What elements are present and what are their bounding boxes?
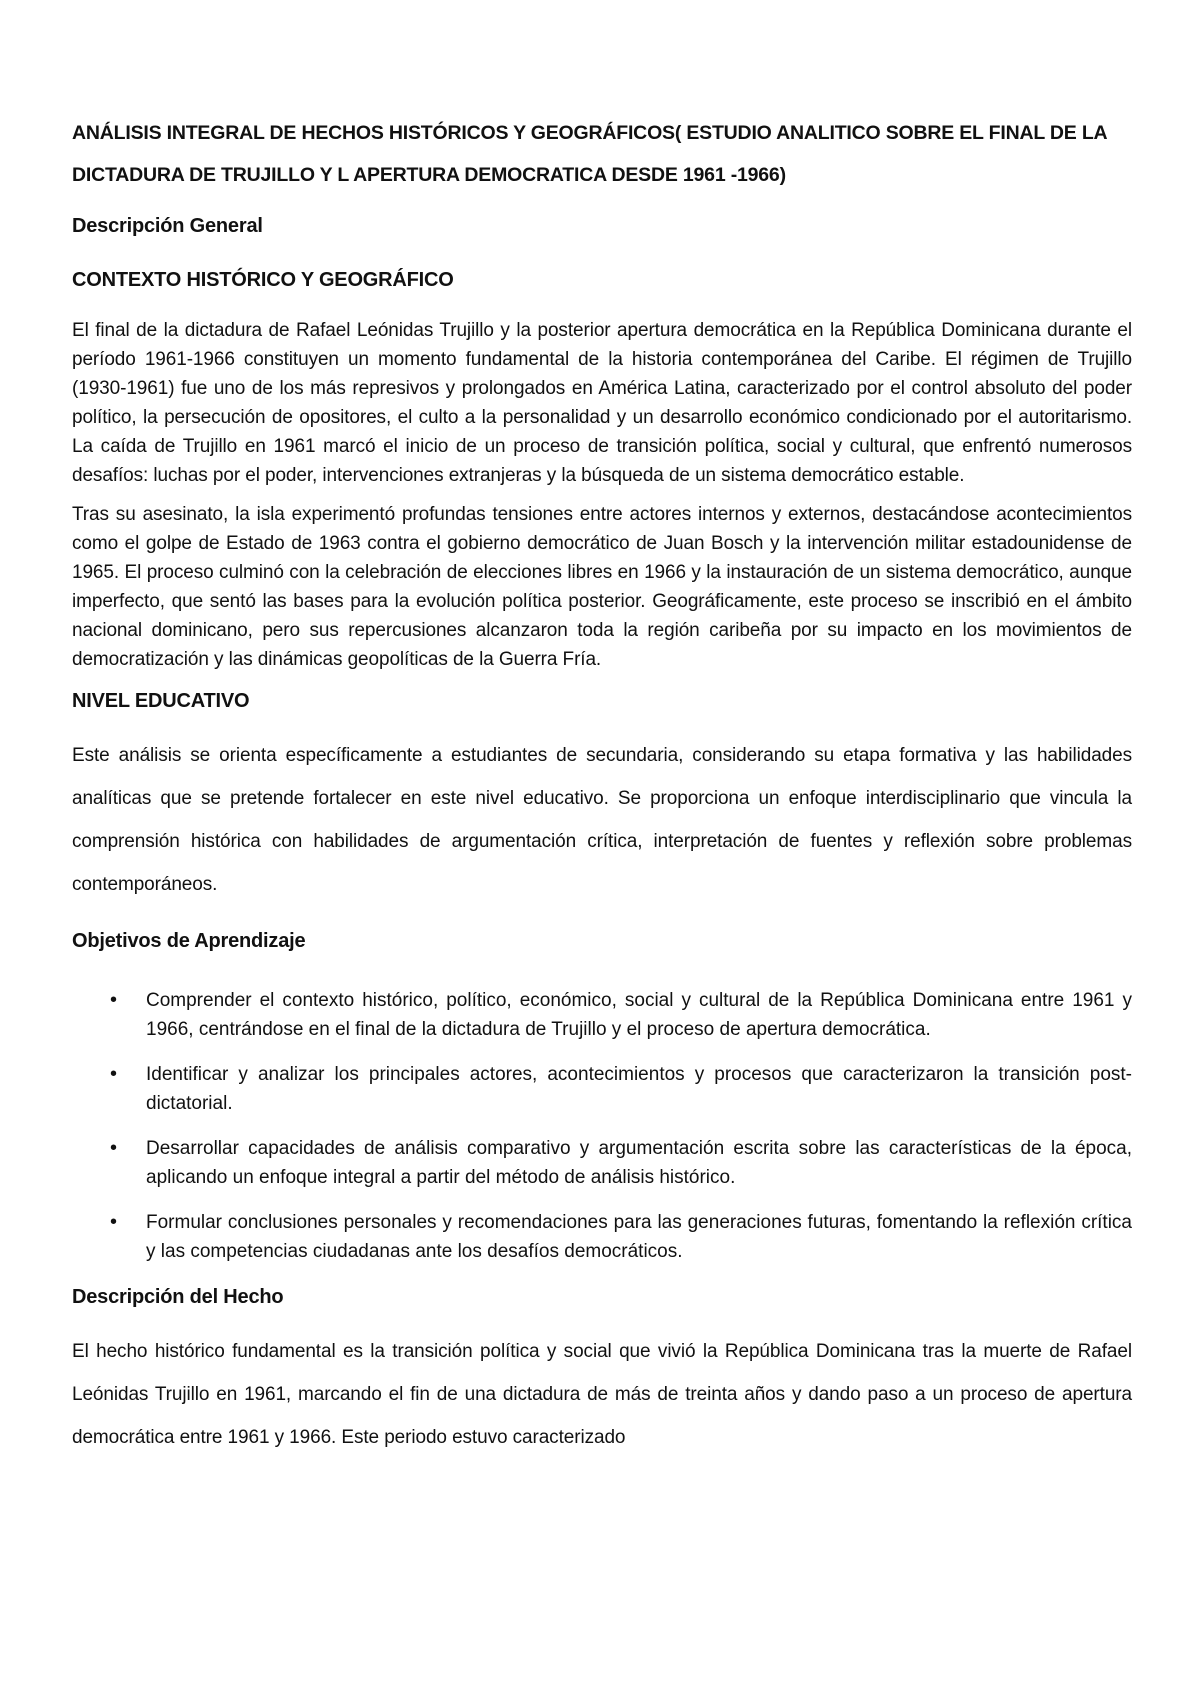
fact-description-paragraph: El hecho histórico fundamental es la transición política y social que vivió la República Dominicana tras la muerte de Rafael Leónidas Trujillo en 1961, marcando el fin de una dictadura de más de treinta años y dando paso a un proceso de apertura democrática entre 1961 y 1966. Este periodo estuvo caracterizado <box>72 1341 1132 1448</box>
objective-item <box>72 1208 1132 1266</box>
objective-item <box>72 1134 1132 1192</box>
bullet-icon: • <box>110 989 118 1011</box>
objective-text: Identificar y analizar los principales actores, acontecimientos y procesos que caracterizaron la transición post-dictatorial. <box>146 1064 1132 1114</box>
objective-item <box>72 1060 1132 1118</box>
objective-item <box>72 986 1132 1044</box>
fact-description-heading: Descripción del Hecho <box>72 1286 284 1308</box>
context-heading: CONTEXTO HISTÓRICO Y GEOGRÁFICO <box>72 269 454 291</box>
bullet-icon: • <box>110 1211 118 1233</box>
objective-text: Desarrollar capacidades de análisis comparativo y argumentación escrita sobre las características de la época, aplicando un enfoque integral a partir del método de análisis histórico. <box>146 1138 1132 1188</box>
learning-objectives-heading: Objetivos de Aprendizaje <box>72 930 306 952</box>
bullet-icon: • <box>110 1137 118 1159</box>
learning-objectives-list <box>72 986 1132 1266</box>
education-level-heading: NIVEL EDUCATIVO <box>72 690 250 712</box>
objective-text: Formular conclusiones personales y recomendaciones para las generaciones futuras, fomentando la reflexión crítica y las competencias ciudadanas ante los desafíos democráticos. <box>146 1212 1132 1262</box>
bullet-icon: • <box>110 1063 118 1085</box>
context-paragraph-2: Tras su asesinato, la isla experimentó profundas tensiones entre actores internos y externos, destacándose acontecimientos como el golpe de Estado de 1963 contra el gobierno democrático de Juan Bosch y la intervención militar estadounidense de 1965. El proceso culminó con la celebración de elecciones libres en 1966 y la instauración de un sistema democrático, aunque imperfecto, que sentó las bases para la evolución política posterior. Geográficamente, este proceso se inscribió en el ámbito nacional dominicano, pero sus repercusiones alcanzaron toda la región caribeña por su impacto en los movimientos de democratización y las dinámicas geopolíticas de la Guerra Fría. <box>72 504 1132 670</box>
education-level-paragraph: Este análisis se orienta específicamente a estudiantes de secundaria, considerando su etapa formativa y las habilidades analíticas que se pretende fortalecer en este nivel educativo. Se proporciona un enfoque interdisciplinario que vincula la comprensión histórica con habilidades de argumentación crítica, interpretación de fuentes y reflexión sobre problemas contemporáneos. <box>72 745 1132 895</box>
general-description-heading: Descripción General <box>72 215 263 237</box>
context-paragraph-1: El final de la dictadura de Rafael Leónidas Trujillo y la posterior apertura democrática en la República Dominicana durante el período 1961-1966 constituyen un momento fundamental de la historia contemporánea del Caribe. El régimen de Trujillo (1930-1961) fue uno de los más represivos y prolongados en América Latina, caracterizado por el control absoluto del poder político, la persecución de opositores, el culto a la personalidad y un desarrollo económico condicionado por el autoritarismo. La caída de Trujillo en 1961 marcó el inicio de un proceso de transición política, social y cultural, que enfrentó numerosos desafíos: luchas por el poder, intervenciones extranjeras y la búsqueda de un sistema democrático estable. <box>72 320 1132 486</box>
objective-text: Comprender el contexto histórico, político, económico, social y cultural de la República Dominicana entre 1961 y 1966, centrándose en el final de la dictadura de Trujillo y el proceso de apertura democrática. <box>146 990 1132 1040</box>
document-title: ANÁLISIS INTEGRAL DE HECHOS HISTÓRICOS Y GEOGRÁFICOS( ESTUDIO ANALITICO SOBRE EL FINAL DE LA DICTADURA DE TRUJILLO Y L APERTURA DEMOCRATICA DESDE 1961 -1966) <box>72 122 1107 186</box>
